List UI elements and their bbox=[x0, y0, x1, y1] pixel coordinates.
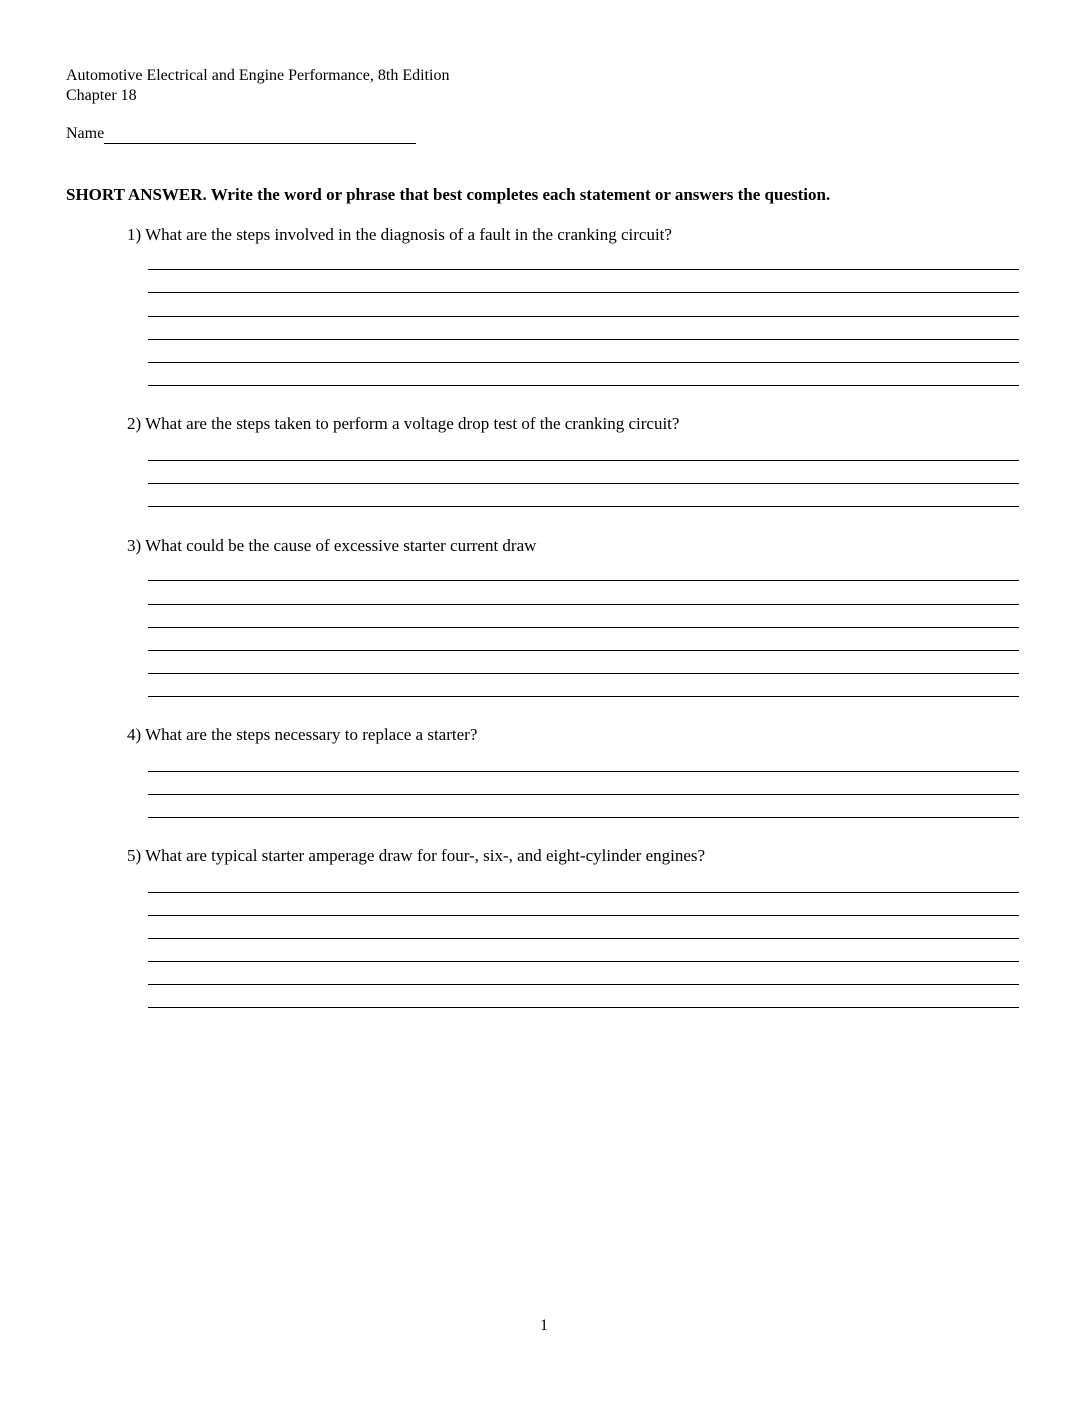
answer-line[interactable] bbox=[148, 580, 1019, 581]
instructions: SHORT ANSWER. Write the word or phrase that best completes each statement or answers the question. bbox=[66, 185, 831, 204]
answer-line[interactable] bbox=[148, 794, 1019, 795]
answer-line[interactable] bbox=[148, 316, 1019, 317]
answer-line[interactable] bbox=[148, 385, 1019, 386]
answer-line[interactable] bbox=[148, 961, 1019, 962]
answer-line[interactable] bbox=[148, 984, 1019, 985]
page-number: 1 bbox=[540, 1317, 548, 1334]
answer-line[interactable] bbox=[148, 604, 1019, 605]
answer-line[interactable] bbox=[148, 460, 1019, 461]
answer-line[interactable] bbox=[148, 915, 1019, 916]
answer-line[interactable] bbox=[148, 771, 1019, 772]
question-3: 3) What could be the cause of excessive starter current draw bbox=[127, 536, 537, 555]
answer-line[interactable] bbox=[148, 892, 1019, 893]
chapter-label: Chapter 18 bbox=[66, 87, 137, 104]
question-1: 1) What are the steps involved in the diagnosis of a fault in the cranking circuit? bbox=[127, 225, 672, 244]
answer-line[interactable] bbox=[148, 483, 1019, 484]
answer-line[interactable] bbox=[148, 696, 1019, 697]
book-title: Automotive Electrical and Engine Performance, 8th Edition bbox=[66, 67, 450, 84]
question-2: 2) What are the steps taken to perform a voltage drop test of the cranking circuit? bbox=[127, 414, 680, 433]
question-4: 4) What are the steps necessary to replace a starter? bbox=[127, 725, 478, 744]
answer-line[interactable] bbox=[148, 627, 1019, 628]
answer-line[interactable] bbox=[148, 817, 1019, 818]
name-field[interactable] bbox=[66, 124, 416, 144]
answer-line[interactable] bbox=[148, 362, 1019, 363]
answer-line[interactable] bbox=[148, 292, 1019, 293]
answer-line[interactable] bbox=[148, 1007, 1019, 1008]
name-label: Name bbox=[66, 125, 105, 142]
answer-line[interactable] bbox=[148, 650, 1019, 651]
answer-line[interactable] bbox=[148, 269, 1019, 270]
name-input-line[interactable] bbox=[104, 125, 416, 144]
question-5: 5) What are typical starter amperage draw for four-, six-, and eight-cylinder engines? bbox=[127, 846, 706, 865]
document-header bbox=[66, 66, 449, 106]
answer-line[interactable] bbox=[148, 339, 1019, 340]
answer-line[interactable] bbox=[148, 673, 1019, 674]
answer-line[interactable] bbox=[148, 938, 1019, 939]
answer-line[interactable] bbox=[148, 506, 1019, 507]
